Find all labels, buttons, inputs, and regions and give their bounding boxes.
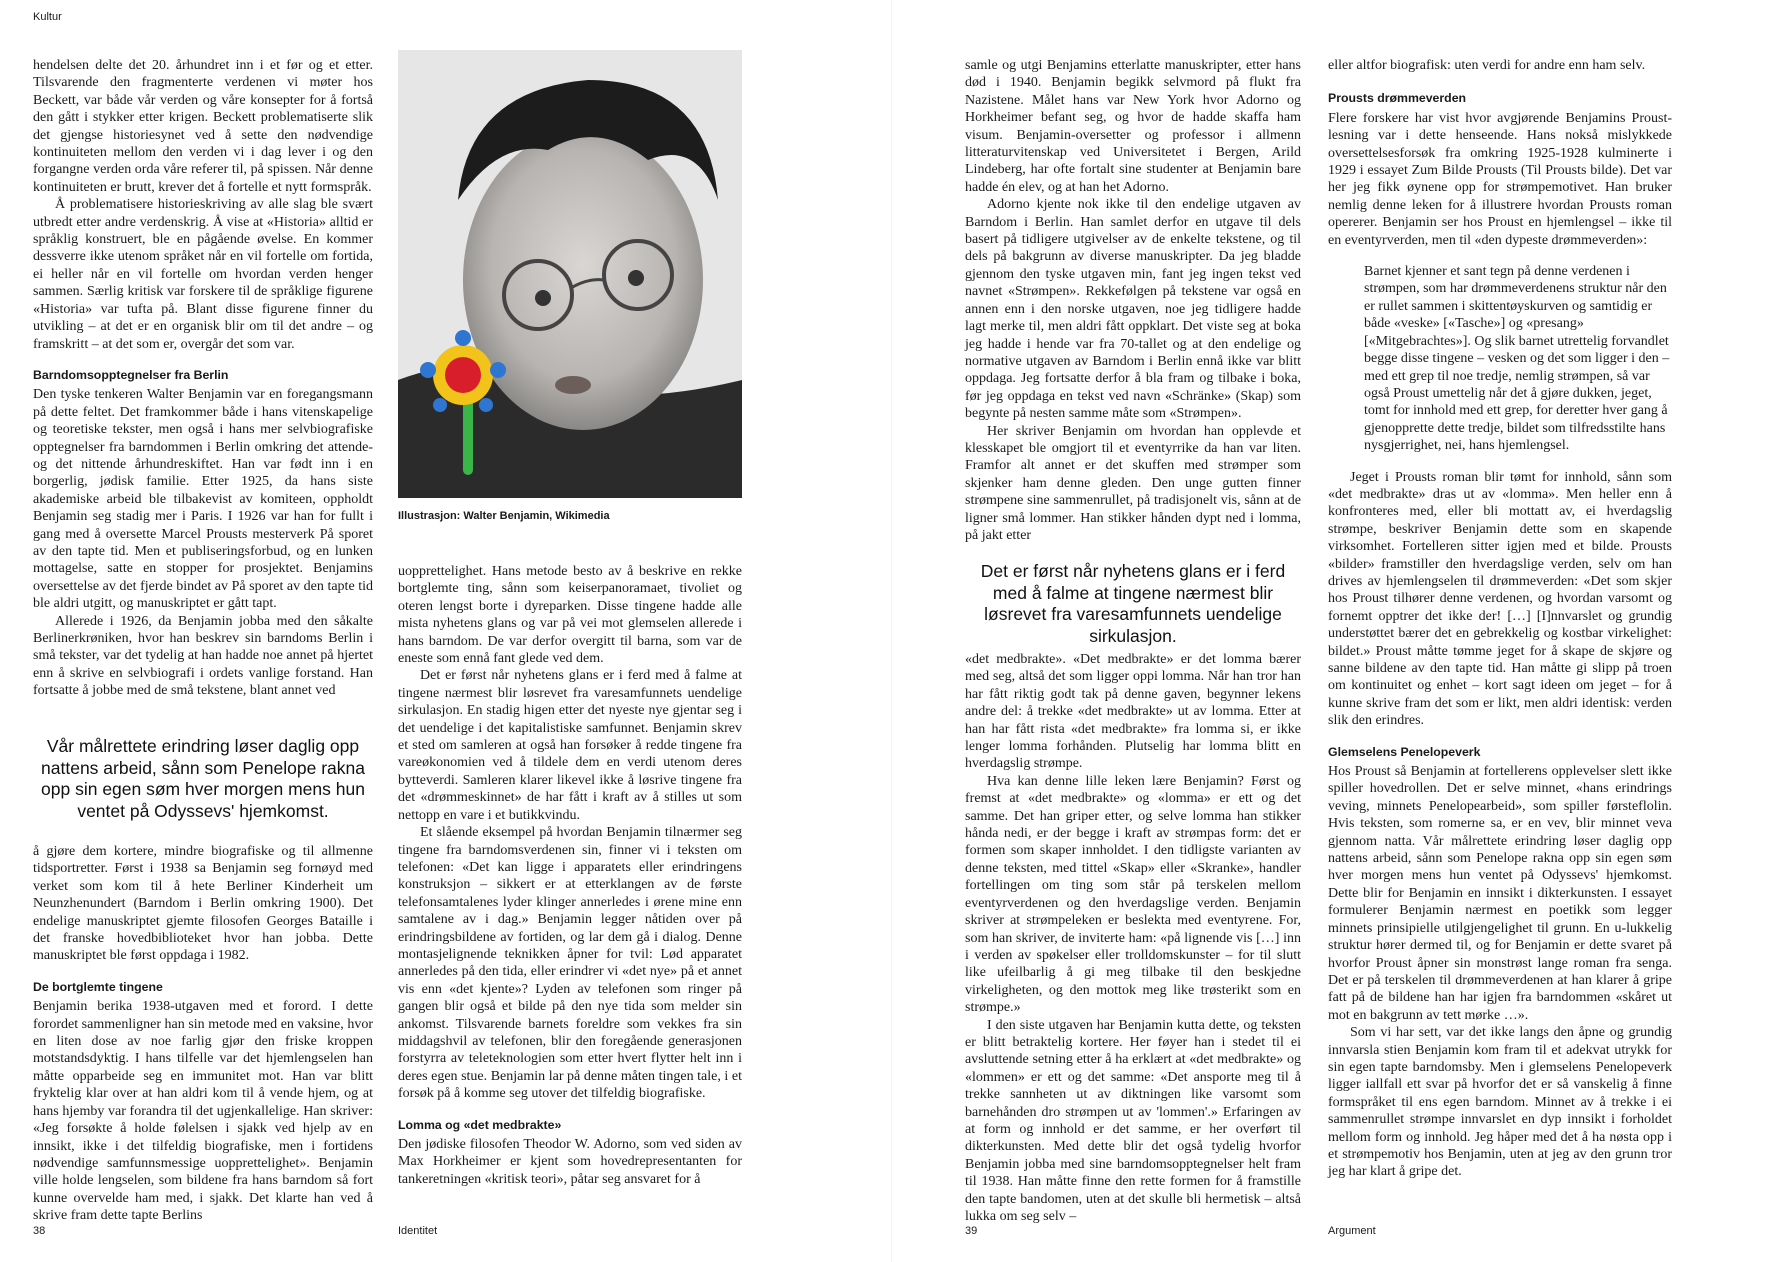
paragraph: eller altfor biografisk: uten verdi for andre enn ham selv. (1328, 58, 1646, 73)
paragraph: Benjamin berika 1938-utgaven med et forord. I dette forordet sammenligner han sin metode med en vaksine, hvor en liten dose av noe farlig gjør den friske kroppen motstandsdyktig. I hans tilfelle var det hjemlengselen han måtte opparbeide seg en immunitet mot. Han var blitt fryktelig klar over at han aldri kom til å vende hjem, og at hans hjemby var forandra til det ugjenkallelige. Han skriver: «Jeg forsøkte å holde følelsen i sjakk ved hjelp av en innsikt, ikke i det tilfeldig biografiske, men i fortidens nødvendige samfunnsmessige uopprettelighet». Benjamin ville holde lengselen, som bildene fra hans barndom så fort kunne overvelde ham med, i sjakk. Det klarte han ved å skrive fram dette tapte Berlins (33, 999, 373, 1224)
paragraph: Som vi har sett, var det ikke langs den åpne og grundig innvarsla stien Benjamin kom fram til et adekvat utrykk for sin egen tapte barndomsby. Men i glemselens Penelopeverk ligger iallfall ett svar på hvorfor det er så vanskelig å finne formspråket til ens egen barndom. Minnet av å trekke i ei sammenrullet strømpe innvarslet en dyp innsikt i forholdet mellom form og innhold. Jeg håper med det å ha nøsta opp i et strømpemotiv hos Benjamin, uten at jeg av den grunn tror jeg har klart å gripe det. (1328, 1025, 1672, 1180)
paragraph: Hva kan denne lille leken lære Benjamin? Først og fremst at «det medbrakte» og «lomma» er ett og det samme. Det han griper etter, og selve lomma han stikker hånda nedi, er der begge i kraft av strømpas form: det er formen som skaper innholdet. I den tidligste varianten av denne teksten, med tittel «Skap» eller «Skranke», handler fortellingen om ting som står på terskelen mellom eventyrverdenen og den hverdagslige verden. Benjamin skriver at strømpeleken er beslekta med eventyrene. For, som han skriver, de inviterte ham: «på lignende vis […] inn i verden av spøkelser eller trolldomskunster – for til slutt like ufeilbarlig å gi meg tilbake til den beskjedne virkeligheten, og den mottok meg like trøsterikt som en strømpe.» (965, 773, 1301, 1016)
footer-right: Argument (1328, 1225, 1376, 1237)
paragraph: Det er først når nyhetens glans er i ferd med å falme at tingene nærmest blir løsrevet fra varesamfunnets uendelige sirkulasjon. En stadig higen etter det nyeste nye gjentar seg i det uendelige i det kapitalistiske samfunnet. Benjamin skrev et sted om samleren at også han forsøker å redde tingene fra vareøkonomien ved å tildele dem en verdi utenom deres bytteverdi. Samleren klarer likevel ikke å løsrive tingene fra det «drømmeskinnet» de har fått i kraft av å stilles ut som nettopp en vare i et butikkvindu. (398, 668, 742, 823)
paragraph: Et slående eksempel på hvordan Benjamin tilnærmer seg tingene fra barndomsverdenen sin, finner vi i teksten om telefonen: «Det kan ligge i apparatets eller erindringens konstruksjon – sikkert er at etterklangen av de første telefonsamtalenes lyder klinger annerledes i ørene mine enn samtalene av i dag.» Benjamin legger nåtiden over på erindringsbildene av fortiden, og lar dem gå i dialog. Denne montasjelignende teknikken åpner for tvil: Lød apparatet annerledes på den tida, eller erindrer vi «det nye» på et annet vis enn «det kjente»? Lyden av telefonen som ringer på gangen blir også et bilde på den nye tida som melder sin ankomst. Tilsvarende barnets foreldre som vekkes fra sin middagshvil av telefonen, blir den foregående generasjonen forstyrra av teleteknologien som etter hvert flytter helt inn i deres egen stue. Benjamin lar på denne måten tingen tale, i et forsøk på å komme seg utover det tilfeldig biografiske. (398, 825, 742, 1102)
paragraph: Adorno kjente nok ikke til den endelige utgaven av Barndom i Berlin. Han samlet derfor en utgave til dels basert på tidligere utgivelser av de enkelte tekstene, og til dels på bakgrunn av diverse manuskripter. Da jeg bladde gjennom den tyske utgaven min, fant jeg ingen tekst ved navnet «Strømpen». Rekkefølgen på tekstene var også en annen enn i den norske utgaven, noe jeg tidligere hadde lagt merke til, men aldri fått oppklart. Det viste seg at boka jeg hadde i hende var fra 70-tallet og at den endelige og normative utgaven av Barndom i Berlin ennå ikke var blitt oppdaga. Jeg fortsatte derfor å bla fram og tilbake i boka, før jeg oppdaga en tekst ved navn «Schränke» (Skap) som begynte på nesten samme måte som «Strømpen». (965, 197, 1301, 422)
page-number-left: 38 (33, 1225, 46, 1237)
left-column-1-bottom (33, 843, 373, 1225)
left-column-2 (398, 563, 742, 1188)
paragraph: Allerede i 1926, da Benjamin jobba med den såkalte Berlinerkrøniken, hvor han beskrev sin barndoms Berlin i små tekster, var det tydelig at han hadde noe annet på hjertet enn å skrive en selvbiografi i ordets vanlige forstand. Han fortsatte å jobbe med de små tekstene, blant annet ved (33, 613, 373, 699)
left-column-1-top (33, 57, 373, 700)
paragraph: Den tyske tenkeren Walter Benjamin var en foregangsmann på dette feltet. Det framkommer både i hans vitenskapelige og teoretiske tekster, men også i hans mer selvbiografiske opptegnelser fra barndommen i Berlin omkring det attende- og det nittende århundreskiftet. Han var født inn i en borgerlig, jødisk familie. Etter 1925, da hans siste akademiske arbeid ble tilbakevist av komiteen, oppholdt Benjamin seg stadig mer i Paris. I 1926 var han for fullt i gang med å oversette Marcel Prousts mesterverk På sporet av den tapte tid. Men et publiseringsforbud, og en lunken mottagelse, satte en stopper for prosjektet. Benjamins oversettelse av det fjerde bindet av På sporet av den tapte tid ble aldri utgitt, og manuskriptet er gått tapt. (33, 387, 373, 612)
right-column-1-top (965, 57, 1301, 544)
paragraph: Den jødiske filosofen Theodor W. Adorno, som ved siden av Max Horkheimer er kjent som hovedrepresentanten for tankeretningen «kritisk teori», påtar seg ansvaret for å (398, 1137, 742, 1187)
subheading: Barndomsopptegnelser fra Berlin (33, 367, 229, 382)
subheading: Glemselens Penelopeverk (1328, 744, 1481, 759)
subheading: De bortglemte tingene (33, 979, 163, 994)
pullquote-right: Det er først når nyhetens glans er i ferd med å falme at tingene nærmest blir løsrevet fra varesamfunnets uendelige sirkulasjon. (980, 561, 1286, 646)
paragraph: «det medbrakte». «Det medbrakte» er det lomma bærer med seg, altså det som ligger oppi lomma. Når han tror han har fått riktig godt tak på denne gaven, begynner lekens andre del: å trekke «det medbrakte» ut av lomma. Etter at han har fått rista «det medbrakte» fra lomma si, er ikke lenger lomma forhånden. Plutselig har lomma blitt en hverdagslig strømpe. (965, 652, 1301, 772)
paragraph: Å problematisere historieskriving av alle slag ble svært utbredt etter andre verdenskrig. Å vise at «Historia» alltid er språklig konstruert, ble en pågående øvelse. En kommer dessverre ikke utenom språket når en vil fortelle om fortida, ei heller når en vil fortelle om hvordan verden henger sammen. Særlig kritisk var forskere til de språklige figurene «Historia» var tufta på. Blant disse figurene finner du utvikling – at det er en organisk blir om til det andre – og framskritt – at det som er, overgår det som var. (33, 197, 373, 352)
photo-caption: Illustrasjon: Walter Benjamin, Wikimedia (398, 510, 610, 522)
paragraph: Her skriver Benjamin om hvordan han opplevde et klesskapet ble omgjort til et eventyrrike da han var liten. Framfor alt annet er det skuffen med strømper som skjenker ham denne gleden. Den unge gutten finner strømpene sine sammenrullet, på tradisjonelt vis, sånn at de ligner små lommer. Han stikker hånden dypt ned i lomma, på jakt etter (965, 423, 1301, 543)
page-number-right: 39 (965, 1225, 978, 1237)
paragraph: Flere forskere har vist hvor avgjørende Benjamins Proust-lesning var i dette henseende. Hans nokså mislykkede oversettelsesforsøk fra omkring 1925-1928 kulminerte i 1929 i essayet Zum Bilde Prousts (Til Prousts bilde). Det var her jeg fikk øynene opp for strømpemotivet. Han bruker nemlig denne leken for å illustrere hvordan Prousts roman opererer. Benjamin ser hos Proust en hjemlengsel – ikke til en eventyrverden, men til «den dypeste drømmeverden»: (1328, 110, 1672, 248)
page-38 (0, 0, 892, 1262)
quote-text: Barnet kjenner et sant tegn på denne verdenen i strømpen, som har drømmeverdenens struktur når den er rullet sammen i skittentøyskurven og samtidig er både «veske» [«Tasche»] og «presang» [«Mitgebrachtes»]. Og slik barnet utrettelig forvandlet begge disse tingene – vesken og det som ligger i den – med ett grep til noe tredje, nemlig strømpen, så var også Proust umettelig når det å gjøre dukken, jeget, tomt for innhold med ett grep, for deretter hver gang å gjenopprette dette tredje, bildet som tilfredsstilte hans nysgjerrighet, nei, hans hjemlengsel. (1364, 264, 1670, 454)
pullquote-left: Vår målrettete erindring løser daglig opp nattens arbeid, sånn som Penelope rakna opp sin egen søm hver morgen mens hun ventet på Odyssevs' hjemkomst. (41, 736, 365, 821)
portrait-photo (398, 50, 742, 498)
paragraph: I den siste utgaven har Benjamin kutta dette, og teksten er blitt betraktelig kortere. Her føyer han i stedet til ei avsluttende setning etter å ha erklært at «det medbrakte» og «lommen» er ett og det samme: «Det ansporte meg til å trekke sannheten ut av diktningen like varsomt som barnehånden dro strømpen ut av 'lommen'.» Erfaringen av at form og innhold er det samme, er her overført til dikterkunsten. Med dette blir det også tydelig hvorfor Benjamin jobba med sine barndomsopptegnelser helt fram til 1938. Han måtte finne den rette formen for å framstille den tapte bandomen, uten at det skulle bli hermetisk – altså lukka om seg selv – (965, 1017, 1301, 1224)
paragraph: uopprettelighet. Hans metode besto av å beskrive en rekke bortglemte ting, sånn som keiserpanoramaet, tivoliet og oteren lengst borte i dyreparken. Disse tingene hadde alle mista nyhetens glans og var på vei mot glemselen allerede i hans barndom. De var derfor overgitt til barna, som var de eneste som ennå fant glede ved dem. (398, 564, 742, 667)
subheading: Prousts drømmeverden (1328, 91, 1467, 106)
paragraph: hendelsen delte det 20. århundret inn i et før og et etter. Tilsvarende den fragmenterte verdenen vi møter hos Beckett, var både vår verden og våre konsepter for å fortså den gått i stykker etter krigen. Beckett problematiserte slik det gjengse historiesynet ved å sette den nødvendige kontinuiteten mellom den verden vi i dag lever i og den forgangne verden orda våre referer til, på spissen. Når denne kontinuiteten er brutt, krever det å fortelle et nytt formspråk. (33, 58, 373, 195)
footer-left: Identitet (398, 1225, 438, 1237)
subheading: Lomma og «det medbrakte» (398, 1117, 562, 1132)
right-column-1-bottom (965, 651, 1301, 1225)
paragraph: å gjøre dem kortere, mindre biografiske og til allmenne tidsportretter. Først i 1938 sa Benjamin seg fornøyd med verket som kom til å hete Berliner Kinderheit um Neunzhenundert (Barndom i Berlin omkring 1900). Det endelige manuskriptet gjemte filosofen Georges Bataille i det franske hovedbiblioteket hvor han jobba. Dette manuskriptet ble først oppdaga i 1982. (33, 844, 373, 964)
section-label: Kultur (33, 11, 62, 23)
paragraph: Jeget i Prousts roman blir tømt for innhold, sånn som «det medbrakte» dras ut av «lomma». Men heller enn å konfronteres med, eller bli mottatt av, ei hverdagslig strømpe, beskriver Benjamin dette som en skapende virksomhet. Fortelleren sitter igjen med et bilde. Prousts «bilder» framstiller den hverdagslige verden, selv om han drives av hjemlengselen til drømmeverden: «Det som skjer hos Proust tilhører denne verdenen, og hvordan varsomt og fornemt opptrer det ikke der! […] [I]nnvarslet og grundig understøttet bærer det en gebrekkelig og kostbar virkelighet: bildet.» Proust måtte tømme jeget for å skape de skjøre og sanne bildene av den tapte tid. Han måtte gi slipp på troen om kontinuitet og enhet – kort sagt ideen om jeget – for å kunne skrive fram det som er likt, men aldri identisk: verden slik den erindres. (1328, 469, 1672, 729)
page-39 (892, 0, 1785, 1262)
paragraph: samle og utgi Benjamins etterlatte manuskripter, etter hans død i 1940. Benjamin begikk selvmord på flukt fra Nazistene. Målet hans var New York hvor Adorno og Horkheimer befant seg, og hvor de hadde skaffa ham visum. Benjamin-oversetter og professor i allmenn litteraturvitenskap ved Universitetet i Bergen, Arild Lindeberg, har ofte fortalt sine studenter at Benjamin bare hadde én elev, og at han het Adorno. (965, 58, 1301, 195)
paragraph: Hos Proust så Benjamin at fortellerens opplevelser slett ikke spiller hovedrollen. Det er selve minnet, «hans erindrings veving, minnets Penelopearbeid», som spiller førsteflolin. Hvis teksten, som romerne sa, er en vev, blir minnet veva gjennom natta. Vår målrettete erindring løser daglig opp nattens arbeid, sånn som Penelope rakna opp sin egen søm hver morgen mens hun ventet på Odyssevs' hjemkomst. Dette blir for Benjamin en innsikt i dikterkunsten. I essayet formulerer Benjamin nærmest en poetikk som legger minnets prinsipielle utilgjengelighet til grunn. En u-lukkelig struktur hører dermed til, og for Benjamin er dette svaret på hvorfor Proust åpner sin monstrøst lange roman fra senga. Det er på terskelen til drømmeverdenen at han klarer å gripe fatt på de bildene han har igjen fra barndommen «skåret ut mot en bakgrunn av tett mørke …». (1328, 764, 1672, 1023)
portrait-photo-icon (398, 50, 742, 498)
right-column-2 (1328, 57, 1672, 1181)
block-quote (1364, 263, 1672, 454)
